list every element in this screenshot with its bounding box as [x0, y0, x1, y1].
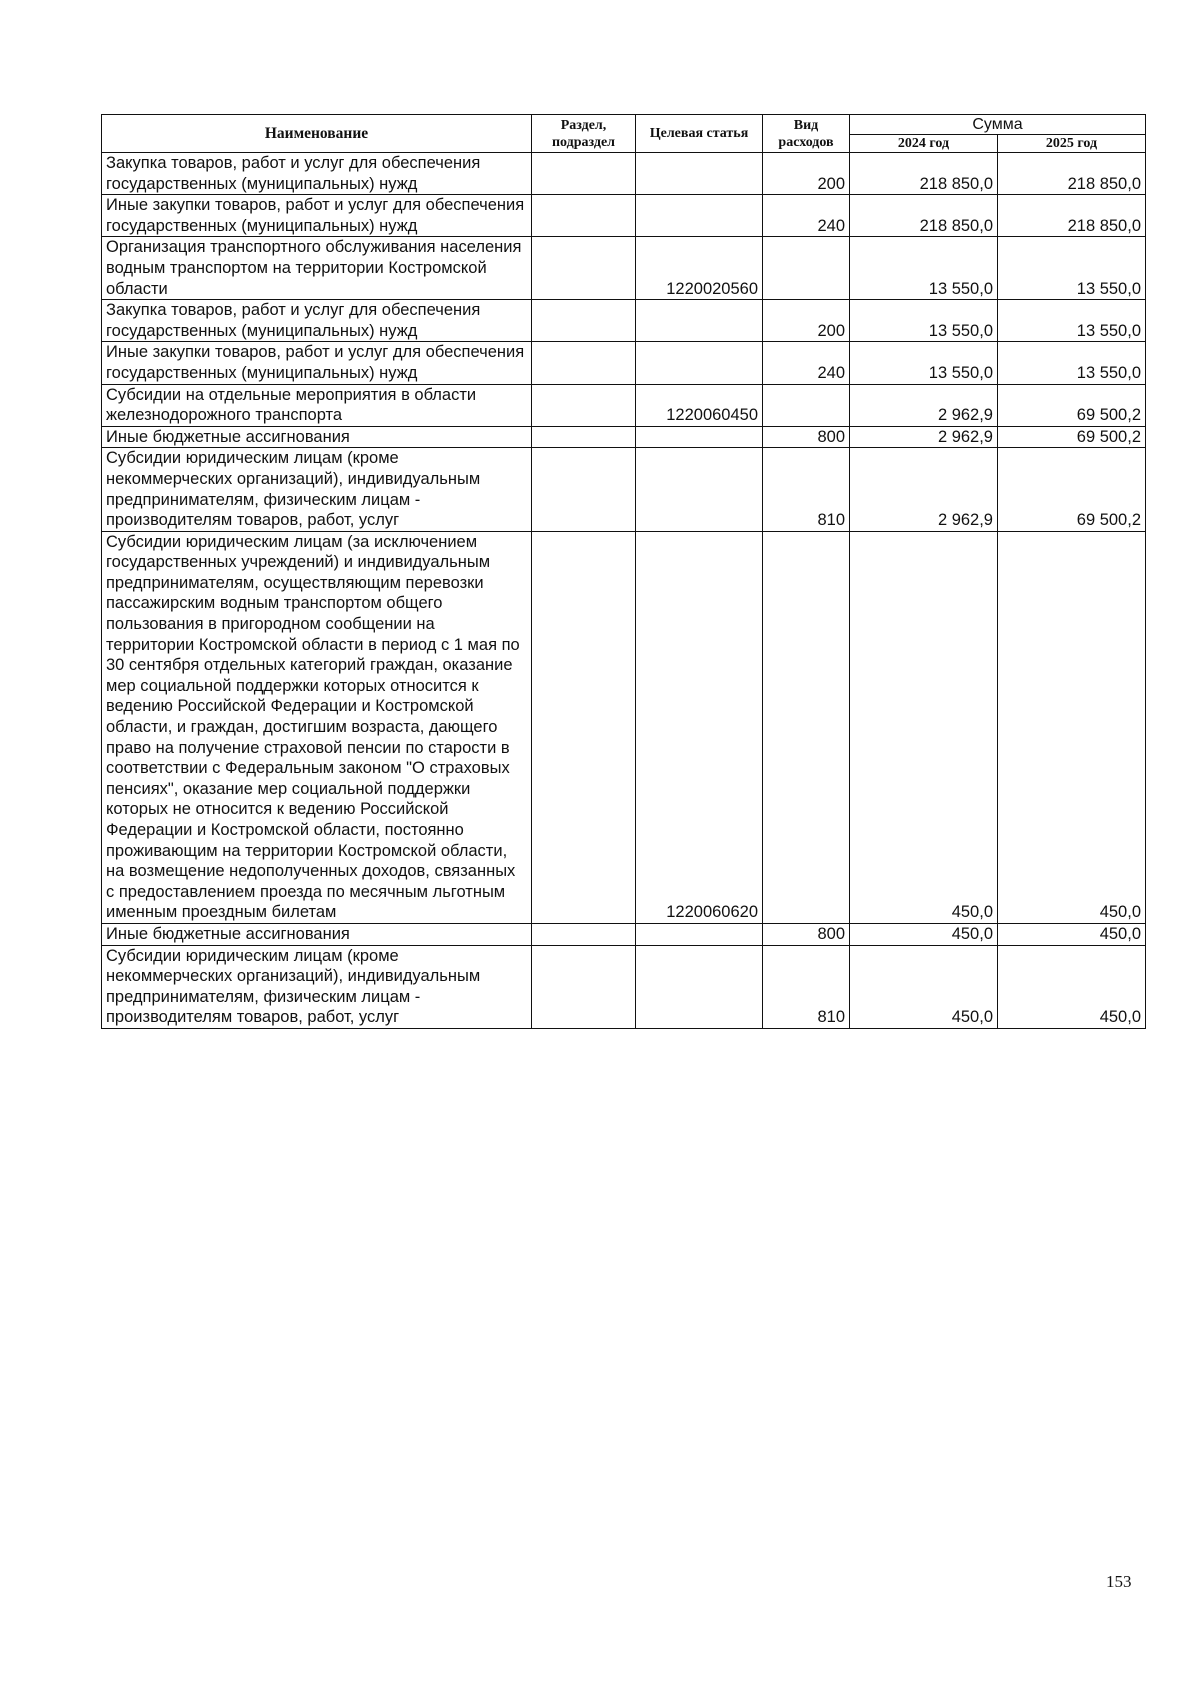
row-sum-2025: 218 850,0 [998, 195, 1146, 237]
row-kind [763, 384, 850, 426]
header-sum: Сумма [850, 115, 1146, 135]
row-sum-2025: 450,0 [998, 531, 1146, 923]
row-name: Закупка товаров, работ и услуг для обеспечения государственных (муниципальных) нужд [102, 300, 532, 342]
row-name: Организация транспортного обслуживания населения водным транспортом на территории Костромской области [102, 237, 532, 300]
row-target [636, 448, 763, 531]
row-section [532, 237, 636, 300]
row-sum-2025: 13 550,0 [998, 237, 1146, 300]
row-sum-2024: 2 962,9 [850, 426, 998, 448]
row-sum-2024: 218 850,0 [850, 153, 998, 195]
row-sum-2025: 13 550,0 [998, 300, 1146, 342]
row-sum-2024: 450,0 [850, 531, 998, 923]
row-target [636, 923, 763, 945]
table-row [102, 237, 1146, 300]
row-section [532, 342, 636, 384]
row-sum-2025: 69 500,2 [998, 448, 1146, 531]
row-sum-2025: 218 850,0 [998, 153, 1146, 195]
row-sum-2024: 218 850,0 [850, 195, 998, 237]
row-sum-2025: 450,0 [998, 923, 1146, 945]
table-row [102, 448, 1146, 531]
row-sum-2024: 450,0 [850, 923, 998, 945]
row-section [532, 448, 636, 531]
row-sum-2025: 69 500,2 [998, 384, 1146, 426]
table-row [102, 153, 1146, 195]
row-section [532, 300, 636, 342]
row-kind: 810 [763, 448, 850, 531]
budget-table [101, 114, 1146, 1029]
row-section [532, 195, 636, 237]
row-kind: 800 [763, 923, 850, 945]
header-section: Раздел, подраздел [532, 115, 636, 153]
row-kind [763, 237, 850, 300]
row-sum-2024: 2 962,9 [850, 448, 998, 531]
row-target [636, 153, 763, 195]
row-sum-2024: 13 550,0 [850, 237, 998, 300]
row-sum-2024: 13 550,0 [850, 300, 998, 342]
header-year-2025: 2025 год [998, 135, 1146, 153]
row-section [532, 945, 636, 1028]
row-kind: 240 [763, 195, 850, 237]
row-sum-2025: 450,0 [998, 945, 1146, 1028]
row-target [636, 342, 763, 384]
row-kind [763, 531, 850, 923]
row-name: Субсидии юридическим лицам (за исключением государственных учреждений) и индивидуальным предпринимателям, осуществляющим перевозки пассажирским водным транспортом общего пользования в пригородном сообщении на территории Костромской области в период с 1 мая по 30 сентября отдельных категорий граждан, оказание мер социальной поддержки которых относится к ведению Российской Федерации и Костромской области, и граждан, достигшим возраста, дающего право на получение страховой пенсии по старости в соответствии с Федеральным законом "О страховых пенсиях", оказание мер социальной поддержки которых не относится к ведению Российской Федерации и Костромской области, постоянно проживающим на территории Костромской области, на возмещение недополученных доходов, связанных с предоставлением проезда по месячным льготным именным проездным билетам [102, 531, 532, 923]
header-kind: Вид расходов [763, 115, 850, 153]
table-row [102, 531, 1146, 923]
row-section [532, 384, 636, 426]
row-sum-2024: 13 550,0 [850, 342, 998, 384]
row-target [636, 426, 763, 448]
row-section [532, 923, 636, 945]
row-name: Иные бюджетные ассигнования [102, 923, 532, 945]
row-sum-2025: 69 500,2 [998, 426, 1146, 448]
row-name: Субсидии на отдельные мероприятия в области железнодорожного транспорта [102, 384, 532, 426]
row-name: Закупка товаров, работ и услуг для обеспечения государственных (муниципальных) нужд [102, 153, 532, 195]
header-name: Наименование [102, 115, 532, 153]
row-target: 1220060620 [636, 531, 763, 923]
row-sum-2024: 2 962,9 [850, 384, 998, 426]
row-target: 1220060450 [636, 384, 763, 426]
table-row [102, 300, 1146, 342]
row-sum-2025: 13 550,0 [998, 342, 1146, 384]
header-year-2024: 2024 год [850, 135, 998, 153]
row-kind: 240 [763, 342, 850, 384]
table-row [102, 384, 1146, 426]
row-kind: 800 [763, 426, 850, 448]
row-sum-2024: 450,0 [850, 945, 998, 1028]
row-target [636, 945, 763, 1028]
row-section [532, 426, 636, 448]
row-name: Субсидии юридическим лицам (кроме некоммерческих организаций), индивидуальным предпринимателям, физическим лицам - производителям товаров, работ, услуг [102, 448, 532, 531]
row-name: Иные закупки товаров, работ и услуг для обеспечения государственных (муниципальных) нужд [102, 342, 532, 384]
row-name: Субсидии юридическим лицам (кроме некоммерческих организаций), индивидуальным предпринимателям, физическим лицам - производителям товаров, работ, услуг [102, 945, 532, 1028]
row-section [532, 531, 636, 923]
row-name: Иные бюджетные ассигнования [102, 426, 532, 448]
row-kind: 810 [763, 945, 850, 1028]
row-kind: 200 [763, 153, 850, 195]
table-row [102, 426, 1146, 448]
table-row [102, 945, 1146, 1028]
table-row [102, 195, 1146, 237]
table-row [102, 923, 1146, 945]
row-target: 1220020560 [636, 237, 763, 300]
row-target [636, 195, 763, 237]
row-kind: 200 [763, 300, 850, 342]
header-target: Целевая статья [636, 115, 763, 153]
row-section [532, 153, 636, 195]
table-row [102, 342, 1146, 384]
table-body [102, 153, 1146, 1029]
row-target [636, 300, 763, 342]
row-name: Иные закупки товаров, работ и услуг для обеспечения государственных (муниципальных) нужд [102, 195, 532, 237]
page-number: 153 [1106, 1572, 1132, 1591]
